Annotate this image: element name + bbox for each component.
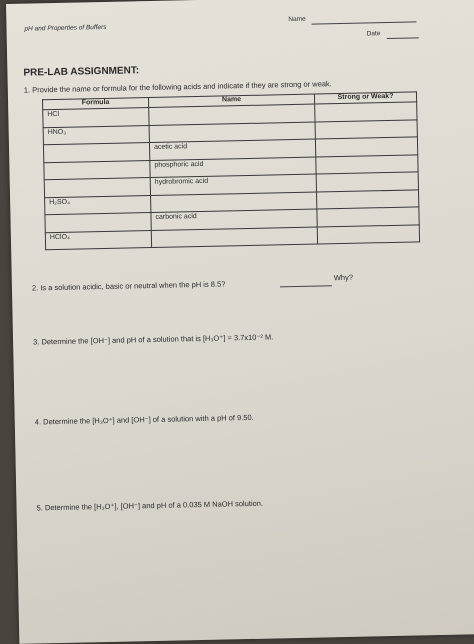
- page-title: PRE-LAB ASSIGNMENT:: [23, 65, 140, 79]
- cell-strength[interactable]: [316, 189, 418, 209]
- question-4: 4. Determine the [H₃O⁺] and [OH⁻] of a solution with a pH of 9.50.: [34, 412, 254, 427]
- cell-formula[interactable]: HCl: [43, 108, 149, 128]
- cell-formula[interactable]: HClO₄: [45, 230, 151, 250]
- question-2-answer-blank[interactable]: [280, 285, 332, 287]
- cell-strength[interactable]: [316, 154, 418, 174]
- question-2-why: Why?: [333, 272, 354, 283]
- cell-formula[interactable]: [44, 160, 150, 180]
- question-5: 5. Determine the [H₃O⁺], [OH⁻] and pH of a 0.035 M NaOH solution.: [36, 498, 264, 513]
- cell-formula[interactable]: [45, 213, 151, 233]
- cell-strength[interactable]: [317, 224, 419, 244]
- cell-name[interactable]: acetic acid: [149, 139, 315, 160]
- acid-table: [42, 91, 420, 250]
- name-label: Name: [288, 15, 306, 24]
- header-name: Name: [148, 94, 314, 107]
- date-label: Date: [366, 30, 381, 38]
- cell-name[interactable]: [151, 227, 317, 248]
- cell-formula[interactable]: HNO₃: [43, 125, 149, 145]
- question-3: 3. Determine the [OH⁻] and pH of a solution that is [H₃O⁺] = 3.7x10⁻² M.: [32, 332, 274, 347]
- date-blank[interactable]: [387, 37, 419, 39]
- cell-name[interactable]: phosphoric acid: [150, 157, 316, 178]
- cell-strength[interactable]: [317, 207, 419, 227]
- header-strong-or-weak: Strong or Weak?: [314, 92, 416, 104]
- cell-formula[interactable]: H₂SO₄: [45, 195, 151, 215]
- cell-formula[interactable]: [43, 143, 149, 163]
- cell-strength[interactable]: [315, 102, 417, 122]
- header-formula: Formula: [43, 98, 149, 110]
- cell-name[interactable]: hydrobromic acid: [150, 174, 316, 195]
- cell-name[interactable]: carbonic acid: [151, 209, 317, 230]
- cell-strength[interactable]: [316, 172, 418, 192]
- worksheet-page: [6, 0, 474, 644]
- cell-strength[interactable]: [315, 137, 417, 157]
- cell-formula[interactable]: [44, 178, 150, 198]
- worksheet-subject: pH and Properties of Buffers: [24, 23, 107, 33]
- question-1: 1. Provide the name or formula for the following acids and indicate if they are strong or weak.: [23, 79, 332, 95]
- question-2: 2. Is a solution acidic, basic or neutral when the pH is 8.5?: [31, 279, 226, 293]
- cell-strength[interactable]: [315, 119, 417, 139]
- name-blank[interactable]: [311, 21, 416, 24]
